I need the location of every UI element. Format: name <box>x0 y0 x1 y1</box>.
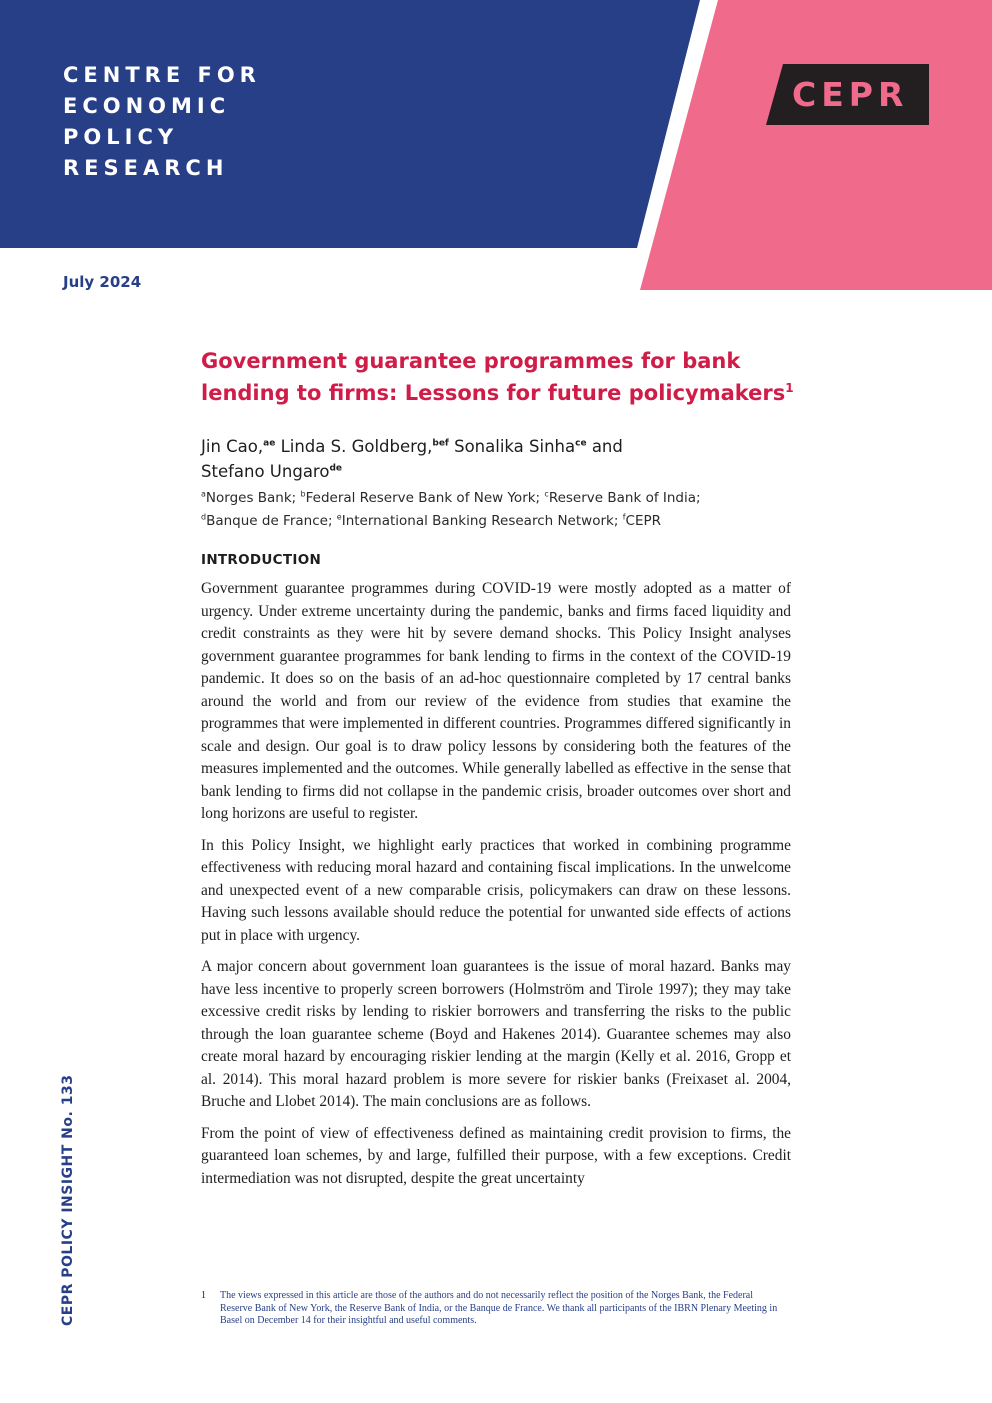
affiliation-mark: c <box>544 489 549 499</box>
affiliation-name: Reserve Bank of India; <box>548 490 701 506</box>
footnote <box>201 1290 781 1328</box>
title-footnote-mark: 1 <box>785 381 794 395</box>
author-list <box>201 434 801 484</box>
footnote-number: 1 <box>201 1290 206 1301</box>
author-affiliation-marks: ae <box>263 438 276 449</box>
affiliation-name: CEPR <box>625 513 661 529</box>
affiliation-mark: d <box>201 512 207 522</box>
affiliation-name: Federal Reserve Bank of New York; <box>305 490 541 506</box>
article-title-text: Government guarantee programmes for bank lending to firms: Lessons for future policymakers <box>201 349 786 405</box>
affiliation-mark: b <box>300 489 306 499</box>
body-paragraph: A major concern about government loan guarantees is the issue of moral hazard. Banks may have less incentive to properly screen borrowers (Holmström and Tirole 1997); they may take excessive credit risks by lending to riskier borrowers and transferring the risks to the public through the loan guarantee scheme (Boyd and Hakenes 2014). Guarantee schemes may also create moral hazard by encouraging riskier lending at the margin (Kelly et al. 2016, Gropp et al. 2014). This moral hazard problem is more severe for riskier banks (Freixaset al. 2004, Bruche and Llobet 2014). The main conclusions are as follows. <box>201 958 791 1110</box>
author-name: Sonalika Sinha <box>454 437 576 456</box>
body-paragraph: Government guarantee programmes during COVID-19 were mostly adopted as a matter of urgency. Under extreme uncertainty during the pandemic, banks and firms faced liquidity and credit constraints as they were hit by severe demand shocks. This Policy Insight analyses government guarantee programmes for bank lending to firms in the context of the COVID-19 pandemic. It does so on the basis of an ad-hoc questionnaire completed by 17 central banks around the world and from our review of the evidence from studies that examine the programmes that were implemented in different countries. Programmes differed significantly in scale and design. Our goal is to draw policy lessons by considering both the features of the measures implemented and the outcomes. While generally labelled as effective in the sense that bank lending to firms did not collapse in the pandemic crisis, broader outcomes over short and long horizons are useful to register. <box>201 580 791 822</box>
body-text <box>201 578 791 1199</box>
cepr-logo-text: CEPR <box>792 75 909 114</box>
author-name: Stefano Ungaro <box>201 462 330 481</box>
footnote-text: The views expressed in this article are those of the authors and do not necessarily reflect the position of the Norges Bank, the Federal Reserve Bank of New York, the Reserve Bank of India, or the Banque de France. We thank all participants of the IBRN Plenary Meeting in Basel on December 14 for their insightful and useful comments. <box>220 1290 778 1326</box>
pink-banner-shape <box>640 0 992 290</box>
affiliation-name: Banque de France; <box>206 513 333 529</box>
article-title <box>201 345 821 409</box>
publication-date: July 2024 <box>63 273 142 291</box>
affiliations <box>201 487 801 533</box>
affiliation-mark: a <box>201 489 206 499</box>
affiliation-mark: f <box>622 512 626 522</box>
body-paragraph: In this Policy Insight, we highlight early practices that worked in combining programme effectiveness with reducing moral hazard and containing fiscal implications. In the unwelcome and unexpected event of a new comparable crisis, policymakers can draw on these lessons. Having such lessons available should reduce the potential for unwanted side effects of actions put in place with urgency. <box>201 836 791 944</box>
author-name: Linda S. Goldberg, <box>280 437 433 456</box>
org-name-line: CENTRE FOR <box>63 63 261 87</box>
organization-name <box>63 60 261 184</box>
author-conjunction: and <box>591 437 623 456</box>
author-affiliation-marks: de <box>329 463 342 474</box>
org-name-line: ECONOMIC <box>63 94 231 118</box>
author-name: Jin Cao, <box>201 437 264 456</box>
author-affiliation-marks: bef <box>432 438 449 449</box>
body-paragraph: From the point of view of effectiveness defined as maintaining credit provision to firms, the guaranteed loan schemes, by and large, fulfilled their purpose, with a few exceptions. Credit intermediation was not disrupted, despite the great uncertainty <box>201 1124 791 1187</box>
section-heading: INTRODUCTION <box>201 552 322 568</box>
series-side-label: CEPR POLICY INSIGHT No. 133 <box>60 1074 76 1326</box>
author-affiliation-marks: ce <box>575 438 587 449</box>
org-name-line: POLICY <box>63 125 179 149</box>
affiliation-mark: e <box>336 512 342 522</box>
affiliation-name: Norges Bank; <box>205 490 297 506</box>
org-name-line: RESEARCH <box>63 156 229 180</box>
affiliation-name: International Banking Research Network; <box>341 513 619 529</box>
